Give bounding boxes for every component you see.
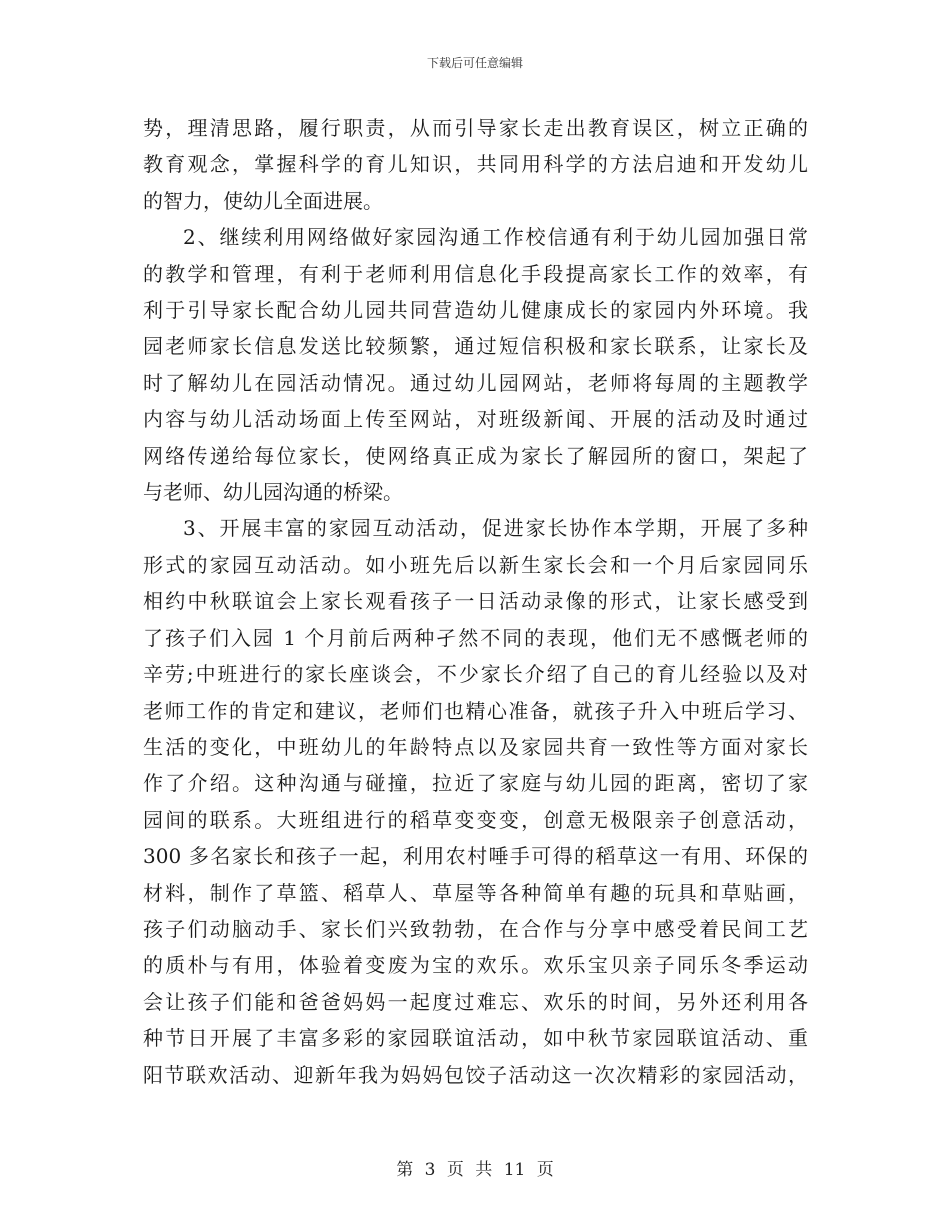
text-line: 网络传递给每位家长，使网络真正成为家长了解园所的窗口，架起了 (143, 443, 808, 468)
text-line: 3、开展丰富的家园互动活动，促进家长协作本学期，开展了多种 (183, 516, 808, 541)
text-line: 会让孩子们能和爸爸妈妈一起度过难忘、欢乐的时间，另外还利用各 (143, 989, 808, 1014)
text-line: 种节日开展了丰富多彩的家园联谊活动，如中秋节家园联谊活动、重 (143, 1026, 808, 1051)
text-line: 的智力，使幼儿全面进展。 (143, 188, 383, 213)
text-line: 生活的变化，中班幼儿的年龄特点以及家园共育一致性等方面对家长 (143, 734, 808, 759)
text-line: 相约中秋联谊会上家长观看孩子一日活动录像的形式，让家长感受到 (143, 589, 808, 614)
text-line: 时了解幼儿在园活动情况。通过幼儿园网站，老师将每周的主题教学 (143, 370, 808, 395)
text-line: 阳节联欢活动、迎新年我为妈妈包饺子活动这一次次精彩的家园活动， (143, 1062, 808, 1087)
paragraph-2 (143, 219, 808, 510)
text-line: 辛劳;中班进行的家长座谈会，不少家长介绍了自己的育儿经验以及对 (143, 662, 808, 687)
text-line: 作了介绍。这种沟通与碰撞，拉近了家庭与幼儿园的距离，密切了家 (143, 771, 808, 796)
text-line: 形式的家园互动活动。如小班先后以新生家长会和一个月后家园同乐 (143, 552, 808, 577)
text-line: 了孩子们入园 1 个月前后两种孑然不同的表现，他们无不感慨老师的 (143, 625, 808, 650)
text-line: 利于引导家长配合幼儿园共同营造幼儿健康成长的家园内外环境。我 (143, 298, 808, 323)
paragraph-3 (143, 510, 808, 1093)
text-line: 园间的联系。大班组进行的稻草变变变，创意无极限亲子创意活动， (143, 807, 808, 832)
text-line: 300 多名家长和孩子一起，利用农村唾手可得的稻草这一有用、环保的 (143, 844, 808, 869)
paragraph-1 (143, 110, 808, 219)
document-body (143, 110, 808, 1093)
page-header: 下载后可任意编辑 (426, 56, 523, 70)
text-line: 老师工作的肯定和建议，老师们也精心准备，就孩子升入中班后学习、 (143, 698, 808, 723)
text-line: 与老师、幼儿园沟通的桥梁。 (143, 480, 403, 505)
text-line: 材料，制作了草篮、稻草人、草屋等各种简单有趣的玩具和草贴画， (143, 880, 808, 905)
text-line: 的质朴与有用，体验着变废为宝的欢乐。欢乐宝贝亲子同乐冬季运动 (143, 953, 808, 978)
page-footer: 第 3 页 共 11 页 (396, 1160, 554, 1180)
text-line: 的教学和管理，有利于老师利用信息化手段提高家长工作的效率，有 (143, 261, 808, 286)
text-line: 内容与幼儿活动场面上传至网站，对班级新闻、开展的活动及时通过 (143, 407, 808, 432)
text-line: 势，理清思路，履行职责，从而引导家长走出教育误区，树立正确的 (143, 116, 808, 140)
text-line: 2、继续利用网络做好家园沟通工作校信通有利于幼儿园加强日常 (183, 225, 808, 250)
text-line: 园老师家长信息发送比较频繁，通过短信积极和家长联系，让家长及 (143, 334, 808, 359)
text-line: 教育观念，掌握科学的育儿知识，共同用科学的方法启迪和开发幼儿 (143, 152, 808, 177)
text-line: 孩子们动脑动手、家长们兴致勃勃，在合作与分享中感受着民间工艺 (143, 916, 808, 941)
